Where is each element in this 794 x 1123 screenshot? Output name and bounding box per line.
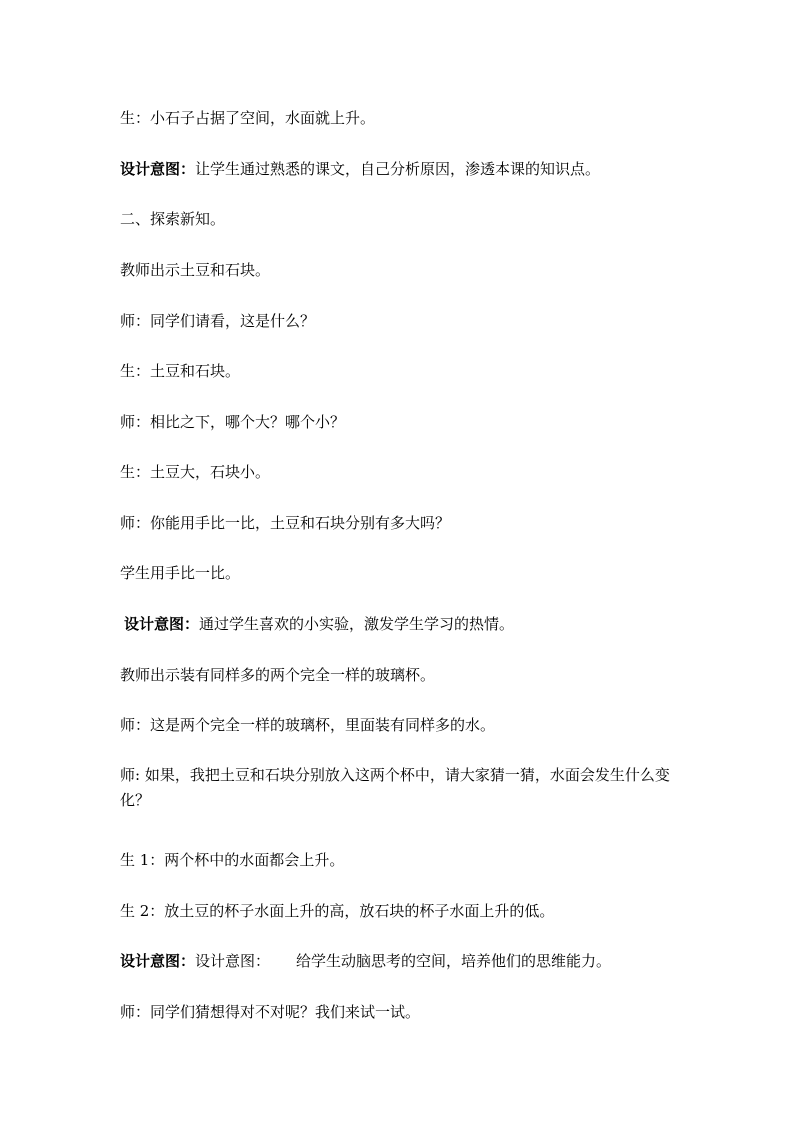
paragraph-student-answer-1 bbox=[120, 359, 240, 384]
paragraph-teacher-question-2 bbox=[120, 410, 345, 435]
paragraph-design-intent-1 bbox=[120, 157, 600, 182]
paragraph-teacher-question-3 bbox=[120, 511, 450, 536]
paragraph-text: 师：这是两个完全一样的玻璃杯，里面装有同样多的水。 bbox=[120, 716, 496, 734]
section-heading-text: 二、探索新知。 bbox=[120, 210, 226, 228]
paragraph-text: 教师出示装有同样多的两个完全一样的玻璃杯。 bbox=[120, 666, 436, 684]
paragraph-text: 师: 如果，我把土豆和石块分别放入这两个杯中，请大家猜一猜，水面会发生什么变化？ bbox=[120, 766, 670, 809]
paragraph-text: 教师出示土豆和石块。 bbox=[120, 261, 271, 279]
paragraph-teacher-question-1 bbox=[120, 309, 315, 334]
paragraph-student-1-answer bbox=[120, 848, 344, 873]
paragraph-teacher-explains-glasses bbox=[120, 713, 495, 738]
paragraph-text-continued: 给学生动脑思考的空间，培养他们的思维能力。 bbox=[296, 952, 612, 970]
paragraph-text: 通过学生喜欢的小实验，激发学生学习的热情。 bbox=[199, 615, 515, 633]
paragraph-text: 生：小石子占据了空间，水面就上升。 bbox=[120, 109, 376, 127]
paragraph-text: 生 2：放土豆的杯子水面上升的高，放石块的杯子水面上升的低。 bbox=[120, 902, 555, 920]
paragraph-teacher-question-4 bbox=[120, 763, 680, 813]
paragraph-text: 学生用手比一比。 bbox=[120, 564, 241, 582]
section-heading-explore bbox=[120, 207, 225, 232]
design-intent-label: 设计意图： bbox=[120, 160, 196, 178]
design-intent-label: 设计意图： bbox=[124, 615, 200, 633]
paragraph-design-intent-3 bbox=[120, 949, 611, 974]
paragraph-teacher-let-us-try bbox=[120, 1000, 420, 1025]
paragraph-text: 师：同学们猜想得对不对呢？我们来试一试。 bbox=[120, 1003, 421, 1021]
paragraph-text: 生：土豆大，石块小。 bbox=[120, 463, 271, 481]
paragraph-teacher-shows-glasses bbox=[120, 663, 435, 688]
paragraph-student-answer-stones bbox=[120, 106, 375, 131]
paragraph-teacher-shows-items bbox=[120, 258, 270, 283]
paragraph-design-intent-2 bbox=[124, 612, 514, 637]
paragraph-text: 生 1：两个杯中的水面都会上升。 bbox=[120, 851, 345, 869]
paragraph-text: 师：相比之下，哪个大？哪个小？ bbox=[120, 413, 346, 431]
paragraph-text: 生：土豆和石块。 bbox=[120, 362, 241, 380]
paragraph-students-compare bbox=[120, 561, 240, 586]
paragraph-text: 让学生通过熟悉的课文，自己分析原因，渗透本课的知识点。 bbox=[195, 160, 601, 178]
paragraph-text: 师：你能用手比一比，土豆和石块分别有多大吗？ bbox=[120, 514, 451, 532]
paragraph-student-2-answer bbox=[120, 899, 554, 924]
paragraph-text: 师：同学们请看，这是什么？ bbox=[120, 312, 316, 330]
paragraph-student-answer-2 bbox=[120, 460, 270, 485]
design-intent-label: 设计意图： bbox=[120, 952, 196, 970]
paragraph-text: 设计意图： bbox=[195, 952, 271, 970]
